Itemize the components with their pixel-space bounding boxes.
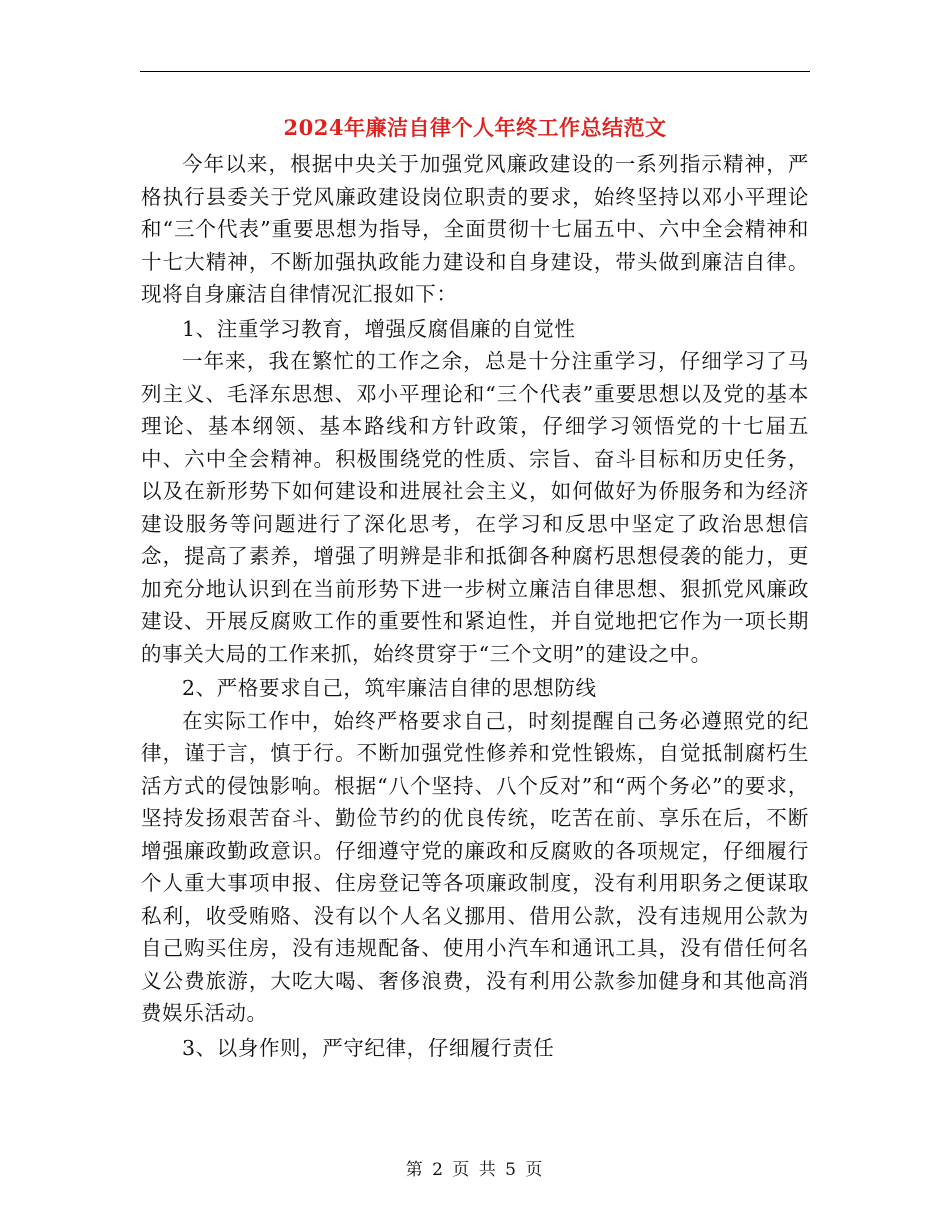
section-1-paragraph: 一年来，我在繁忙的工作之余，总是十分注重学习，仔细学习了马列主义、毛泽东思想、邓小平理论和“三个代表”重要思想以及党的基本理论、基本纲领、基本路线和方针政策，仔细学习领悟党的十七届五中、六中全会精神。积极围绕党的性质、宗旨、奋斗目标和历史任务，以及在新形势下如何建设和进展社会主义，如何做好为侨服务和为经济建设服务等问题进行了深化思考，在学习和反思中坚定了政治思想信念，提高了素养，增强了明辨是非和抵御各种腐朽思想侵袭的能力，更加充分地认识到在当前形势下进一步树立廉洁自律思想、狠抓党风廉政建设、开展反腐败工作的重要性和紧迫性，并自觉地把它作为一项长期的事关大局的工作来抓，始终贯穿于“三个文明”的建设之中。 [141, 349, 809, 666]
document-body [141, 148, 809, 1064]
section-heading-3: 3、以身作则，严守纪律，仔细履行责任 [182, 1035, 555, 1060]
section-heading-1: 1、注重学习教育，增强反腐倡廉的自觉性 [182, 316, 576, 341]
document-title: 2024年廉洁自律个人年终工作总结范文 [283, 115, 667, 140]
page-number-footer: 第 2 页 共 5 页 [405, 1160, 545, 1180]
header-rule [140, 71, 810, 72]
section-heading-2: 2、严格要求自己，筑牢廉洁自律的思想防线 [182, 676, 597, 700]
section-2-paragraph: 在实际工作中，始终严格要求自己，时刻提醒自己务必遵照党的纪律，谨于言，慎于行。不断加强党性修养和党性锻炼，自觉抵制腐朽生活方式的侵蚀影响。根据“八个坚持、八个反对”和“两个务必”的要求，坚持发扬艰苦奋斗、勤俭节约的优良传统，吃苦在前、享乐在后，不断增强廉政勤政意识。仔细遵守党的廉政和反腐败的各项规定，仔细履行个人重大事项申报、住房登记等各项廉政制度，没有利用职务之便谋取私利，收受贿赂、没有以个人名义挪用、借用公款，没有违规用公款为自己购买住房，没有违规配备、使用小汽车和通讯工具，没有借任何名义公费旅游，大吃大喝、奢侈浪费，没有利用公款参加健身和其他高消费娱乐活动。 [141, 708, 809, 1025]
intro-paragraph: 今年以来，根据中央关于加强党风廉政建设的一系列指示精神，严格执行县委关于党风廉政建设岗位职责的要求，始终坚持以邓小平理论和“三个代表”重要思想为指导，全面贯彻十七届五中、六中全会精神和十七大精神，不断加强执政能力建设和自身建设，带头做到廉洁自律。现将自身廉洁自律情况汇报如下： [141, 152, 809, 306]
